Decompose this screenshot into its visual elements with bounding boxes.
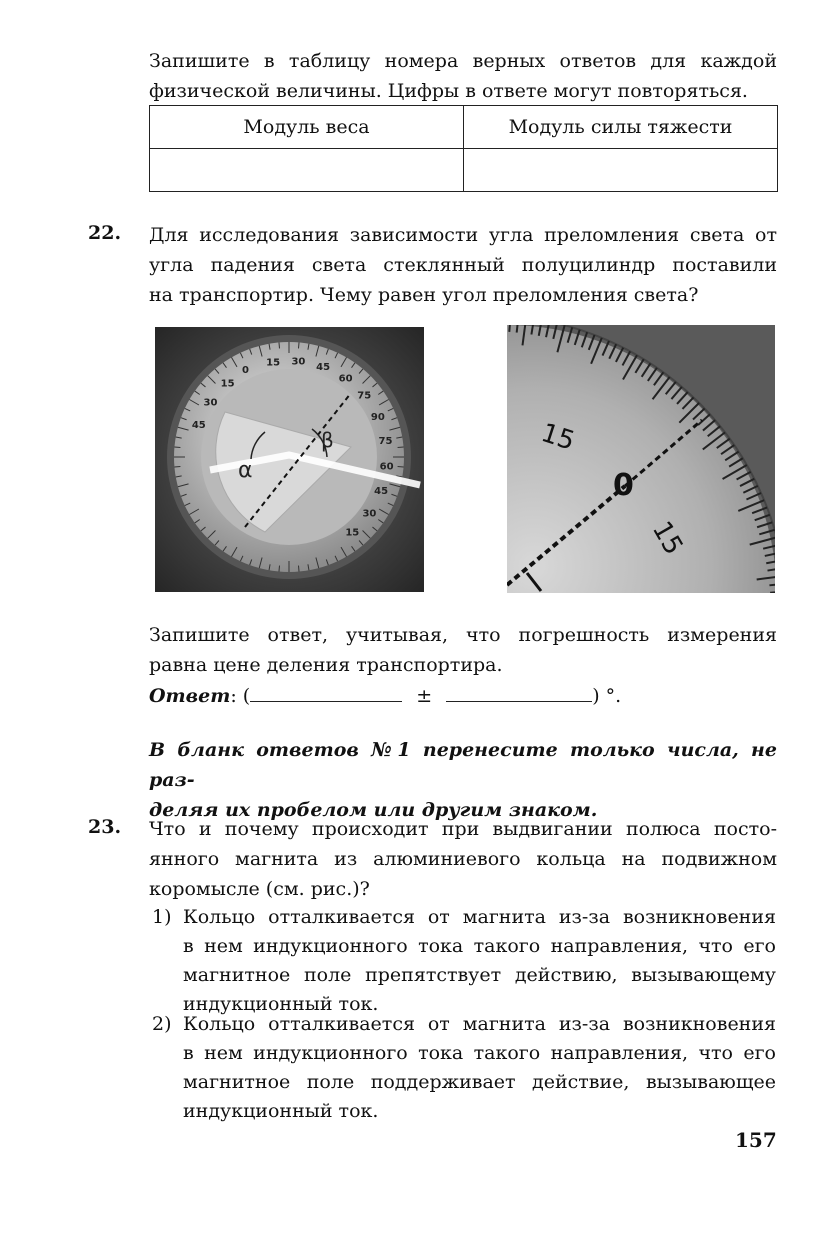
q23-line-1: Что и почему происходит при выдвигании полюса посто- — [149, 818, 777, 840]
answer-error-blank[interactable] — [446, 683, 592, 702]
scale-closeup-photo — [507, 325, 775, 593]
q22-note — [149, 735, 777, 825]
q22-line-3: на транспортир. Чему равен угол преломления света? — [149, 284, 699, 306]
q23-text — [149, 814, 777, 904]
closeup-label-top: 15 — [537, 418, 579, 457]
q22-number: 22. — [88, 222, 122, 244]
closeup-label-bottom: 15 — [645, 516, 689, 561]
option-1-line-1: Кольцо отталкивается от магнита из-за возникновения — [183, 906, 776, 928]
q23-option-1[interactable] — [152, 903, 777, 1021]
scale-closeup-svg — [507, 325, 775, 593]
protractor-tick — [279, 342, 280, 348]
option-1-text — [183, 903, 776, 1019]
table-answer-row — [150, 149, 778, 192]
option-2-text — [183, 1010, 776, 1126]
table-header-gravity: Модуль силы тяжести — [464, 106, 778, 149]
protractor-scale-label: 90 — [370, 412, 385, 424]
option-1-line-3: магнитное поле препятствует действию, вызывающему — [183, 964, 776, 986]
table-header-weight: Модуль веса — [150, 106, 464, 149]
protractor-scale-label: 60 — [338, 373, 353, 385]
option-1-line-2: в нем индукционного тока такого направления, что его — [183, 935, 776, 957]
answer-open-paren: ( — [242, 685, 251, 707]
answer-colon: : — [230, 685, 237, 707]
intro-line-1: Запишите в таблицу номера верных ответов для каждой — [149, 50, 777, 72]
protractor-tick — [174, 447, 180, 448]
protractor-svg — [155, 327, 424, 592]
answer-label: Ответ — [149, 685, 231, 707]
protractor-scale-label: 45 — [374, 486, 389, 498]
protractor-scale-label: 30 — [362, 508, 377, 520]
answer-close: ) °. — [592, 685, 622, 707]
alpha-label: α — [238, 458, 253, 483]
q22-text — [149, 220, 777, 310]
table-cell-weight[interactable] — [150, 149, 464, 192]
table-cell-gravity[interactable] — [464, 149, 778, 192]
protractor-scale-label: 45 — [316, 361, 331, 373]
option-2-line-3: магнитное поле поддерживает действие, вызывающее — [183, 1071, 776, 1093]
closeup-zero-label: 0 — [613, 468, 634, 503]
instruction-line-2: равна цене деления транспортира. — [149, 654, 503, 676]
answer-table — [149, 105, 778, 192]
note-line-2: деляя их пробелом или другим знаком. — [149, 799, 598, 821]
answer-pm-sign: ± — [416, 685, 433, 707]
option-1-line-4: индукционный ток. — [183, 993, 379, 1015]
answer-value-blank[interactable] — [250, 683, 402, 702]
protractor-scale-label: 75 — [378, 436, 393, 448]
protractor-tick — [398, 447, 404, 448]
protractor-scale-label: 45 — [191, 419, 206, 431]
q23-option-2[interactable] — [152, 1010, 777, 1128]
protractor-scale-label: 15 — [345, 527, 360, 539]
q22-line-1: Для исследования зависимости угла преломления света от — [149, 224, 777, 246]
protractor-tick — [298, 342, 299, 348]
protractor-scale-label: 30 — [203, 397, 218, 409]
option-2-line-4: индукционный ток. — [183, 1100, 379, 1122]
page-number: 157 — [735, 1128, 777, 1152]
protractor-tick — [279, 566, 280, 572]
protractor-tick — [174, 466, 180, 467]
protractor-scale-label: 30 — [291, 356, 306, 368]
protractor-scale-label: 15 — [266, 357, 281, 369]
protractor-scale-label: 0 — [242, 365, 249, 377]
q22-instruction — [149, 620, 777, 680]
protractor-scale-label: 60 — [379, 461, 394, 473]
protractor-scale-label: 75 — [357, 390, 372, 402]
q23-number: 23. — [88, 816, 122, 838]
protractor-tick — [298, 566, 299, 572]
q23-line-3: коромысле (см. рис.)? — [149, 878, 370, 900]
instruction-line-1: Запишите ответ, учитывая, что погрешность измерения — [149, 624, 777, 646]
table-header-row — [150, 106, 778, 149]
option-1-marker: 1) — [152, 906, 172, 928]
option-2-line-2: в нем индукционного тока такого направления, что его — [183, 1042, 776, 1064]
protractor-tick — [398, 466, 404, 467]
option-2-marker: 2) — [152, 1013, 172, 1035]
intro-line-2: физической величины. Цифры в ответе могут повторяться. — [149, 80, 748, 102]
protractor-photo — [155, 327, 424, 592]
option-2-line-1: Кольцо отталкивается от магнита из-за возникновения — [183, 1013, 776, 1035]
note-line-1: В бланк ответов №1 перенесите только числа, не раз- — [149, 739, 777, 791]
protractor-scale-label: 15 — [220, 378, 235, 390]
beta-label: β — [321, 428, 334, 452]
q22-answer-line — [149, 683, 621, 707]
intro-text — [149, 46, 777, 106]
closeup-tick — [509, 325, 510, 332]
q22-line-2: угла падения света стеклянный полуцилиндр поставили — [149, 254, 777, 276]
q23-line-2: янного магнита из алюминиевого кольца на подвижном — [149, 848, 777, 870]
